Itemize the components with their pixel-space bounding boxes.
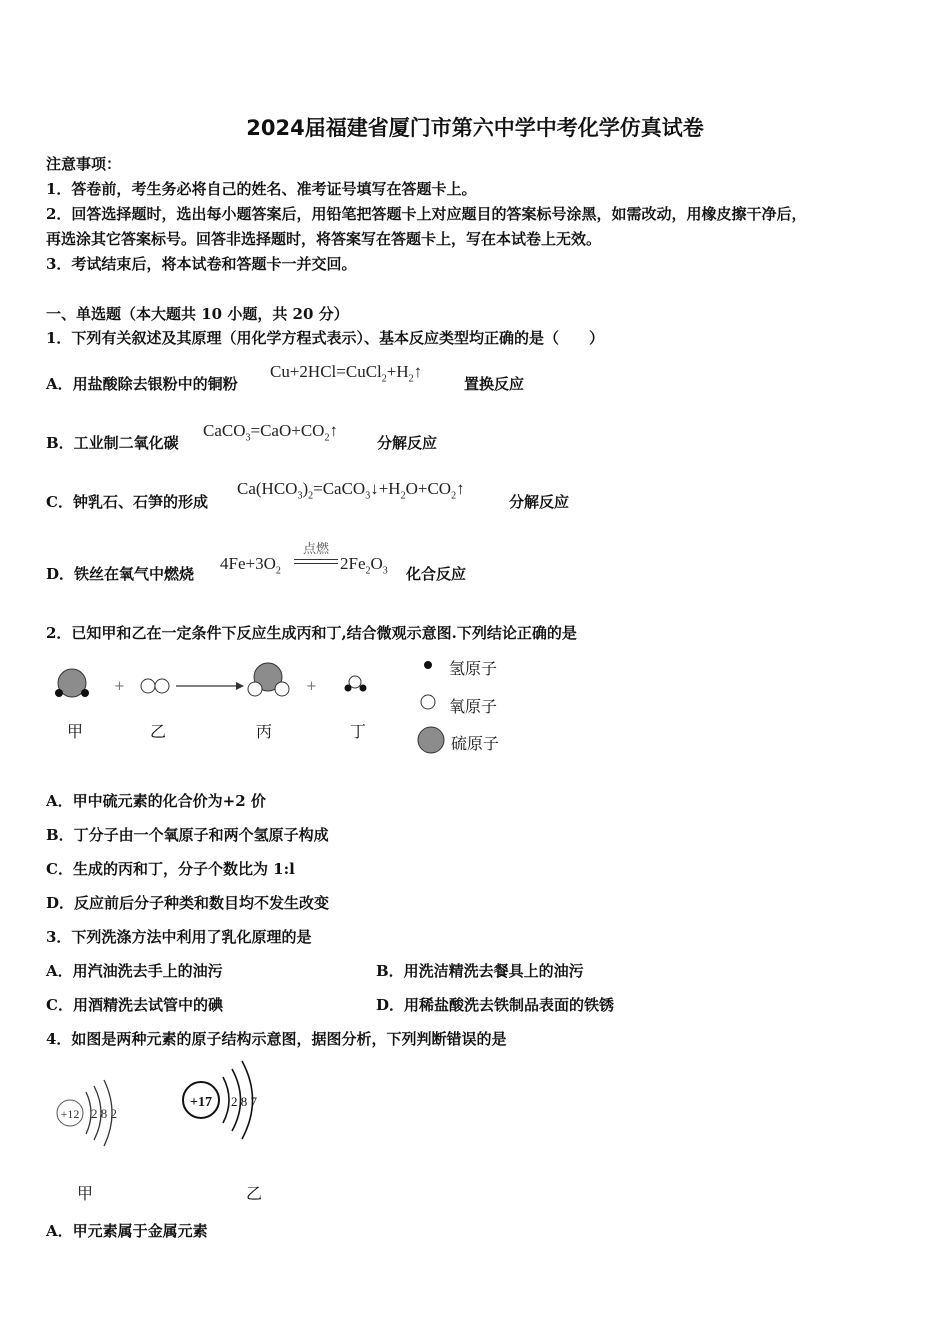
atom-diagram-jia bbox=[50, 1070, 140, 1160]
molecule-label: 丙 bbox=[256, 722, 273, 741]
hydrogen-legend-icon bbox=[424, 661, 432, 669]
question-4-stem: 4．如图是两种元素的原子结构示意图，据图分析，下列判断错误的是 bbox=[46, 1030, 507, 1048]
hydrogen-atom bbox=[81, 689, 89, 697]
page-title: 2024届福建省厦门市第六中学中考化学仿真试卷 bbox=[246, 116, 704, 140]
legend-hydrogen: 氢原子 bbox=[449, 659, 498, 678]
oxygen-atom bbox=[275, 682, 289, 696]
equation-c: $Ca(HCO_3)_2=CaCO_3↓+H_2O+CO_2↑$ bbox=[237, 479, 465, 502]
arrow-head bbox=[236, 682, 244, 690]
plus-sign: + bbox=[306, 679, 317, 694]
q1-option-a: A．用盐酸除去银粉中的铜粉 bbox=[46, 375, 238, 393]
atom-diagram-yi bbox=[175, 1055, 280, 1155]
q2-option: D．反应前后分子种类和数目均不发生改变 bbox=[46, 894, 330, 912]
q3-option: B．用洗洁精洗去餐具上的油污 bbox=[376, 962, 584, 980]
question-3-stem: 3．下列洗涤方法中利用了乳化原理的是 bbox=[46, 928, 312, 946]
notice-item: 1．答卷前，考生务必将自己的姓名、准考证号填写在答题卡上。 bbox=[46, 180, 477, 198]
hydrogen-atom bbox=[360, 685, 367, 692]
oxygen-atom bbox=[141, 679, 155, 693]
q2-option: B．丁分子由一个氧原子和两个氢原子构成 bbox=[46, 826, 329, 844]
oxygen-legend-icon bbox=[421, 695, 435, 709]
question-1-stem: 1．下列有关叙述及其原理（用化学方程式表示）、基本反应类型均正确的是（ ） bbox=[46, 329, 604, 347]
legend-sulfur: 硫原子 bbox=[451, 734, 500, 753]
equation-d-product: $2Fe_2O_3$ bbox=[340, 554, 388, 577]
section-heading: 一、单选题（本大题共 10 小题，共 20 分） bbox=[46, 305, 349, 323]
molecule-label: 甲 bbox=[67, 722, 84, 741]
q3-option: A．用汽油洗去手上的油污 bbox=[46, 962, 223, 980]
q1-option-d: D．铁丝在氧气中燃烧 bbox=[46, 565, 195, 583]
q1-option-c-type: 分解反应 bbox=[509, 493, 570, 511]
equation-a: $Cu+2HCl=CuCl_2+H_2↑$ bbox=[270, 362, 423, 385]
q1-option-c: C．钟乳石、石笋的形成 bbox=[46, 493, 208, 511]
oxygen-atom bbox=[248, 682, 262, 696]
reaction-condition: 点燃 bbox=[302, 542, 329, 557]
q3-option: D．用稀盐酸洗去铁制品表面的铁锈 bbox=[376, 996, 615, 1014]
q4-option: A．甲元素属于金属元素 bbox=[46, 1222, 208, 1240]
molecule-label: 乙 bbox=[150, 722, 167, 741]
notice-item: 3．考试结束后，将本试卷和答题卡一并交回。 bbox=[46, 255, 357, 273]
hydrogen-atom bbox=[345, 685, 352, 692]
plus-sign: + bbox=[114, 679, 125, 694]
equals-line bbox=[294, 563, 338, 564]
q3-option: C．用酒精洗去试管中的碘 bbox=[46, 996, 223, 1014]
notice-item: 再选涂其它答案标号。回答非选择题时，将答案写在答题卡上，写在本试卷上无效。 bbox=[46, 230, 602, 248]
oxygen-atom bbox=[155, 679, 169, 693]
yi-electron-shells: 2 8 7 bbox=[231, 1094, 257, 1109]
sulfur-legend-icon bbox=[418, 727, 444, 753]
jia-nucleus-charge: +12 bbox=[60, 1107, 80, 1121]
q2-option: C．生成的丙和丁，分子个数比为 1:l bbox=[46, 860, 295, 878]
q2-option: A．甲中硫元素的化合价为+2 价 bbox=[46, 792, 266, 810]
equation-d: $4Fe+3O_2$ bbox=[220, 554, 281, 577]
yi-nucleus-charge: +17 bbox=[190, 1095, 212, 1110]
notice-heading: 注意事项： bbox=[46, 155, 122, 173]
equals-line bbox=[294, 559, 338, 560]
jia-electron-shells: 2 8 2 bbox=[91, 1106, 117, 1121]
q1-option-a-type: 置换反应 bbox=[464, 375, 525, 393]
q1-option-b-type: 分解反应 bbox=[377, 434, 438, 452]
equation-b: $CaCO_3=CaO+CO_2↑$ bbox=[203, 421, 338, 444]
molecule-label: 丁 bbox=[350, 722, 367, 741]
notice-item: 2．回答选择题时，选出每小题答案后，用铅笔把答题卡上对应题目的答案标号涂黑，如需改动，用橡皮擦干净后， bbox=[46, 205, 807, 223]
question-2-stem: 2．已知甲和乙在一定条件下反应生成丙和丁,结合微观示意图.下列结论正确的是 bbox=[46, 624, 577, 642]
atom-label-jia: 甲 bbox=[77, 1184, 94, 1203]
q1-option-b: B．工业制二氧化碳 bbox=[46, 434, 179, 452]
legend-oxygen: 氧原子 bbox=[449, 697, 498, 716]
hydrogen-atom bbox=[55, 689, 63, 697]
atom-label-yi: 乙 bbox=[246, 1184, 263, 1203]
q1-option-d-type: 化合反应 bbox=[406, 565, 467, 583]
